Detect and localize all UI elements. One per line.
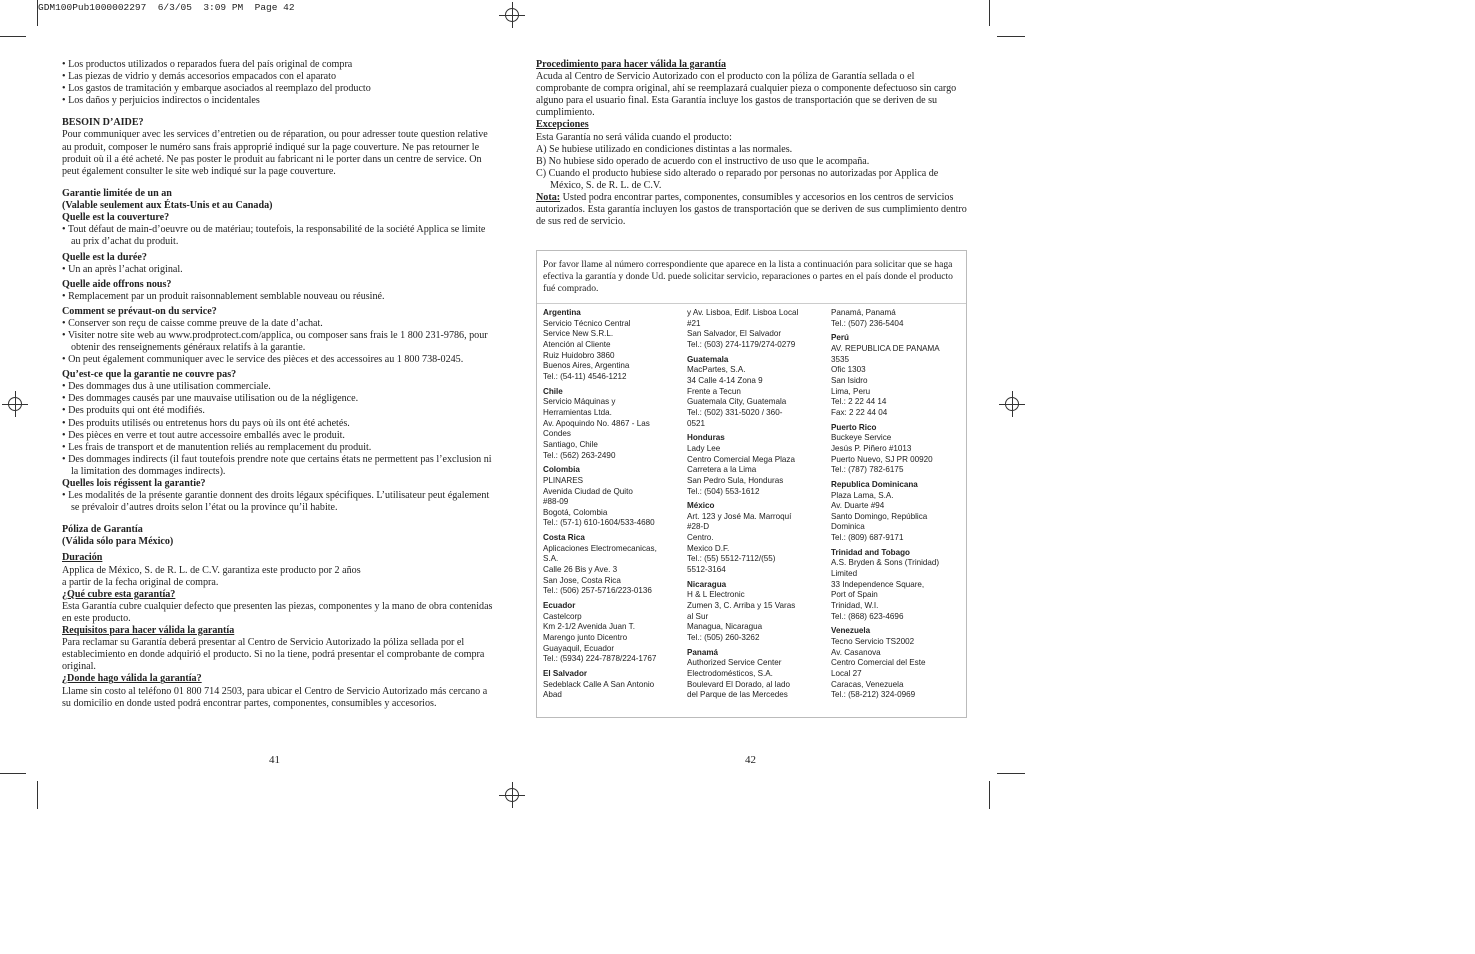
address-line: Tel.: (868) 623-4696 bbox=[831, 611, 904, 621]
crop-mark bbox=[989, 781, 990, 809]
address-line: Marengo junto Dicentro bbox=[543, 633, 628, 643]
divider bbox=[537, 303, 966, 304]
address-line: Tecno Servicio TS2002 bbox=[831, 637, 915, 647]
crop-mark bbox=[0, 773, 26, 774]
subsection-heading: ¿Donde hago válida la garantía? bbox=[62, 673, 202, 685]
address-line: PLINARES bbox=[543, 475, 584, 485]
address-line: Zumen 3, C. Arriba y 15 Varas bbox=[687, 601, 796, 611]
service-entry bbox=[687, 501, 827, 576]
address-line: Calle 26 Bis y Ave. 3 bbox=[543, 565, 618, 575]
address-line: Plaza Lama, S.A. bbox=[831, 490, 894, 500]
address-line: Atención al Cliente bbox=[543, 339, 611, 349]
nota-label: Nota: bbox=[536, 192, 561, 204]
address-line: Frente a Tecun bbox=[687, 386, 741, 396]
address-line: Avenida Ciudad de Quito bbox=[543, 486, 633, 496]
service-entry bbox=[543, 387, 683, 462]
registration-mark-icon bbox=[499, 2, 525, 28]
address-line: Jesús P. Piñero #1013 bbox=[831, 443, 912, 453]
address-line: Buenos Aires, Argentina bbox=[543, 361, 630, 371]
registration-mark-icon bbox=[2, 391, 28, 417]
address-line: Trinidad, W.I. bbox=[831, 601, 879, 611]
crop-mark bbox=[0, 36, 26, 37]
address-line: Bogotá, Colombia bbox=[543, 507, 608, 517]
list-item: • Los gastos de tramitación y embarque asociados al reemplazo del producto bbox=[62, 83, 494, 95]
service-centers-box bbox=[536, 250, 967, 718]
list-item: • Des pièces en verre et tout autre accessoire emballés avec le produit. bbox=[62, 430, 494, 442]
address-line: Lady Lee bbox=[687, 443, 721, 453]
question-heading: Quelle aide offrons nous? bbox=[62, 278, 172, 290]
subsection-heading: Procedimiento para hacer válida la garantía bbox=[536, 59, 726, 70]
paragraph: Acuda al Centro de Servicio Autorizado con el producto con la póliza de Garantía sellada o el comprobante de compra original, ahí se reemplazará cualquier pieza o componente defectuoso sin cargo alguno para el usuario final. Esta Garantía incluye los gastos de transportación que se deriven de su cumplimiento. bbox=[536, 71, 957, 119]
address-line: Centro Comercial Mega Plaza bbox=[687, 454, 795, 464]
service-entry bbox=[687, 648, 827, 701]
service-entry bbox=[543, 465, 683, 529]
list-item: A) Se hubiese utilizado en condiciones distintas a las normales. bbox=[536, 143, 793, 155]
service-entry bbox=[687, 355, 827, 430]
address-line: al Sur bbox=[687, 611, 709, 621]
address-line: Ruiz Huidobro 3860 bbox=[543, 350, 615, 360]
exclusion-list bbox=[62, 59, 494, 107]
subsection-heading: Duración bbox=[62, 552, 103, 564]
address-line: San Pedro Sula, Honduras bbox=[687, 475, 784, 485]
address-line: San Jose, Costa Rica bbox=[543, 575, 621, 585]
box-intro: Por favor llame al número correspondiente que aparece en la lista a continuación para solicitar que se haga efectiva la garantía y donde Ud. puede solicitar servicio, reparaciones o partes en el país donde el producto fué comprado. bbox=[543, 259, 953, 294]
paragraph: Applica de México, S. de R. L. de C.V. garantiza este producto por 2 años a partir de la fecha original de compra. bbox=[62, 564, 361, 588]
address-line: Electrodomésticos, S.A. bbox=[687, 669, 773, 678]
paragraph: Pour communiquer avec les services d’entretien ou de réparation, ou pour adresser toute question relative au produit, composer le numéro sans frais approprié indiqué sur la page couverture. Ne pas retourner le produit où il a été acheté. Ne pas poster le produit au fabricant ni le porter dans un centre de service. On peut également consulter le site web indiqué sur la page couverture. bbox=[62, 129, 488, 177]
printer-slug: GDM100Pub1000002297 6/3/05 3:09 PM Page 42 bbox=[38, 2, 295, 13]
service-entry bbox=[687, 580, 827, 644]
country-heading: México bbox=[687, 501, 715, 511]
service-entry bbox=[831, 626, 963, 701]
address-line: del Parque de las Mercedes bbox=[687, 690, 788, 700]
address-line: Tel.: (55) 5512-7112/(55) bbox=[687, 554, 776, 564]
list-item: B) No hubiese sido operado de acuerdo con el instructivo de uso que le acompaña. bbox=[536, 155, 870, 167]
service-column bbox=[831, 308, 963, 701]
left-page-column bbox=[62, 59, 494, 710]
address-line: Tel.: (504) 553-1612 bbox=[687, 486, 760, 496]
address-line: #21 bbox=[687, 318, 701, 328]
section-heading: Garantie limitée de un an bbox=[62, 187, 172, 199]
address-line: Tel.: (562) 263-2490 bbox=[543, 450, 616, 460]
nota-paragraph bbox=[536, 192, 968, 228]
address-line: Tel.: (506) 257-5716/223-0136 bbox=[543, 586, 652, 596]
service-entry bbox=[543, 601, 683, 665]
address-line: Santiago, Chile bbox=[543, 439, 598, 449]
address-line: Limited bbox=[831, 569, 858, 579]
address-line: Condes bbox=[543, 429, 571, 439]
address-line: Tel.: (54-11) 4546-1212 bbox=[543, 371, 627, 381]
address-line: Servicio Máquinas y bbox=[543, 397, 616, 407]
section-heading: BESOIN D’AIDE? bbox=[62, 117, 144, 129]
list-item: • On peut également communiquer avec le service des pièces et des accessoires au 1 800 738-0245. bbox=[62, 354, 494, 366]
right-page-column bbox=[536, 59, 968, 228]
service-entry bbox=[543, 533, 683, 597]
question-heading: Comment se prévaut-on du service? bbox=[62, 305, 217, 317]
country-heading: Honduras bbox=[687, 433, 725, 443]
address-line: Port of Spain bbox=[831, 590, 878, 600]
address-line: AV. REPUBLICA DE PANAMA bbox=[831, 343, 940, 353]
list-item: • Les modalités de la présente garantie donnent des droits légaux spécifiques. L’utilisateur peut également se prévaloir d’autres droits selon l’état ou la province qu’il habite. bbox=[62, 490, 494, 514]
address-line: Authorized Service Center bbox=[687, 658, 782, 668]
paragraph: Esta Garantía no será válida cuando el producto: bbox=[536, 131, 732, 143]
address-line: Tel.: (787) 782-6175 bbox=[831, 465, 904, 475]
address-line: Mexico D.F. bbox=[687, 543, 730, 553]
address-line: Tel.: (57-1) 610-1604/533-4680 bbox=[543, 518, 655, 528]
address-line: Service New S.R.L. bbox=[543, 329, 614, 339]
service-column bbox=[543, 308, 683, 701]
country-heading: Colombia bbox=[543, 465, 580, 475]
country-heading: El Salvador bbox=[543, 669, 588, 678]
address-line: Puerto Nuevo, SJ PR 00920 bbox=[831, 454, 933, 464]
section-heading: (Válida sólo para México) bbox=[62, 536, 174, 548]
list-item: • Un an après l’achat original. bbox=[62, 264, 494, 276]
address-line: Art. 123 y José Ma. Marroquí bbox=[687, 511, 792, 521]
country-heading: Puerto Rico bbox=[831, 422, 877, 432]
address-line: Tel.: (502) 331-5020 / 360- bbox=[687, 407, 783, 417]
crop-mark bbox=[37, 0, 38, 26]
question-heading: Qu’est-ce que la garantie ne couvre pas? bbox=[62, 369, 237, 381]
address-line: San Isidro bbox=[831, 375, 868, 385]
nota-text: Usted podra encontrar partes, componentes, consumibles y accesorios en los centros de servicios autorizados. Esta garantía incluyen los gastos de transportación que se deriven de sus cumplimiento dentro de sus red de servicio. bbox=[536, 192, 967, 228]
list-item: • Visiter notre site web au www.prodprotect.com/applica, ou composer sans frais le 1 800 231-9786, pour obtenir des renseignements généraux relatifs à la garantie. bbox=[62, 330, 494, 354]
list-item: • Conserver son reçu de caisse comme preuve de la date d’achat. bbox=[62, 318, 494, 330]
section-heading: Póliza de Garantía bbox=[62, 524, 143, 536]
address-line: Av. Duarte #94 bbox=[831, 501, 885, 511]
address-line: 33 Independence Square, bbox=[831, 579, 925, 589]
crop-mark bbox=[997, 773, 1025, 774]
address-line: Dominica bbox=[831, 522, 865, 532]
address-line: Local 27 bbox=[831, 669, 862, 678]
address-line: Managua, Nicaragua bbox=[687, 622, 763, 632]
service-entry bbox=[831, 480, 963, 544]
subsection-heading: ¿Qué cubre esta garantía? bbox=[62, 588, 176, 600]
address-line: Guatemala City, Guatemala bbox=[687, 397, 787, 407]
address-line: S.A. bbox=[543, 554, 559, 564]
country-heading: Argentina bbox=[543, 308, 581, 317]
address-line: 34 Calle 4-14 Zona 9 bbox=[687, 375, 763, 385]
paragraph: Llame sin costo al teléfono 01 800 714 2503, para ubicar el Centro de Servicio Autorizado más cercano a su domicilio en donde usted podrá encontrar partes, componentes, consumibles y accesorios. bbox=[62, 685, 488, 709]
country-heading: Ecuador bbox=[543, 601, 576, 611]
question-heading: Quelle est la durée? bbox=[62, 252, 147, 264]
list-item: • Los daños y perjuicios indirectos o incidentales bbox=[62, 95, 494, 107]
service-entry bbox=[687, 433, 827, 497]
service-column bbox=[687, 308, 827, 701]
address-line: Servicio Técnico Central bbox=[543, 318, 631, 328]
country-heading: Chile bbox=[543, 386, 563, 396]
address-line: Caracas, Venezuela bbox=[831, 679, 904, 689]
country-heading: Trinidad and Tobago bbox=[831, 547, 910, 557]
address-line: Abad bbox=[543, 690, 562, 700]
paragraph: Esta Garantía cubre cualquier defecto que presenten las piezas, componentes y la mano de obra contenidas en este producto. bbox=[62, 600, 493, 624]
service-entry bbox=[543, 308, 683, 383]
address-line: San Salvador, El Salvador bbox=[687, 329, 782, 339]
list-item: • Les frais de transport et de manutention reliés au remplacement du produit. bbox=[62, 442, 494, 454]
service-entry bbox=[543, 669, 683, 701]
address-line: MacPartes, S.A. bbox=[687, 365, 746, 375]
list-item: • Tout défaut de main-d’oeuvre ou de matériau; toutefois, la responsabilité de la société Applica se limite au prix d’achat du produit. bbox=[62, 224, 494, 248]
crop-mark bbox=[997, 36, 1025, 37]
address-line: Lima, Peru bbox=[831, 386, 871, 396]
address-line: A.S. Bryden & Sons (Trinidad) bbox=[831, 558, 940, 568]
service-entry bbox=[831, 423, 963, 476]
address-line: 5512-3164 bbox=[687, 565, 726, 575]
address-line: Carretera a la Lima bbox=[687, 465, 757, 475]
country-heading: Guatemala bbox=[687, 354, 729, 364]
address-line: Tel.: (505) 260-3262 bbox=[687, 633, 760, 643]
subsection-heading: Excepciones bbox=[536, 119, 589, 131]
list-item: • Des dommages causés par une mauvaise utilisation ou de la négligence. bbox=[62, 393, 494, 405]
address-line: 0521 bbox=[687, 418, 706, 428]
subsection-heading: Requisitos para hacer válida la garantía bbox=[62, 625, 235, 637]
address-line: Tel.: (5934) 224-7878/224-1767 bbox=[543, 654, 657, 664]
address-line: Tel.: (507) 236-5404 bbox=[831, 318, 904, 328]
address-line: Castelcorp bbox=[543, 611, 582, 621]
service-entry bbox=[831, 333, 963, 418]
address-line: Guayaquil, Ecuador bbox=[543, 643, 615, 653]
page-number: 41 bbox=[269, 754, 280, 766]
country-heading: Panamá bbox=[687, 647, 719, 657]
crop-mark bbox=[37, 781, 38, 809]
address-line: Km 2-1/2 Avenida Juan T. bbox=[543, 622, 635, 632]
country-heading: Venezuela bbox=[831, 626, 871, 636]
address-line: Tel.: (503) 274-1179/274-0279 bbox=[687, 339, 796, 349]
address-line: Av. Apoquindo No. 4867 - Las bbox=[543, 418, 650, 428]
address-line: Tel.: (809) 687-9171 bbox=[831, 533, 904, 543]
list-item: • Los productos utilizados o reparados fuera del país original de compra bbox=[62, 59, 494, 71]
page-number: 42 bbox=[745, 754, 756, 766]
country-heading: Perú bbox=[831, 333, 849, 343]
question-heading: Quelles lois régissent la garantie? bbox=[62, 478, 206, 489]
address-line: Tel.: (58-212) 324-0969 bbox=[831, 690, 916, 700]
service-entry bbox=[831, 548, 963, 623]
address-line: H & L Electronic bbox=[687, 590, 745, 600]
address-line: Av. Casanova bbox=[831, 647, 881, 657]
service-entry bbox=[687, 308, 827, 351]
address-line: Ofic 1303 bbox=[831, 365, 866, 375]
paragraph: Para reclamar su Garantía deberá presentar al Centro de Servicio Autorizado la póliza sellada por el establecimiento en donde adquirió el producto. Si no la tiene, podrá presentar el comprobante de compra original. bbox=[62, 637, 485, 673]
country-heading: Nicaragua bbox=[687, 579, 727, 589]
address-line: Centro Comercial del Este bbox=[831, 658, 926, 668]
list-item: • Las piezas de vidrio y demás accesorios empacados con el aparato bbox=[62, 71, 494, 83]
section-heading: (Valable seulement aux États-Unis et au Canada) bbox=[62, 199, 273, 211]
list-item: • Des dommages dus à une utilisation commerciale. bbox=[62, 381, 494, 393]
address-line: Tel.: 2 22 44 14 bbox=[831, 397, 887, 407]
address-line: Santo Domingo, República bbox=[831, 511, 928, 521]
list-item: • Des produits utilisés ou entretenus hors du pays où ils ont été achetés. bbox=[62, 418, 494, 430]
country-heading: Republica Dominicana bbox=[831, 479, 918, 489]
address-line: Boulevard El Dorado, al lado bbox=[687, 679, 791, 689]
address-line: Panamá, Panamá bbox=[831, 308, 896, 317]
address-line: Buckeye Service bbox=[831, 433, 892, 443]
address-line: 3535 bbox=[831, 354, 850, 364]
address-line: #28-D bbox=[687, 522, 710, 532]
address-line: #88-09 bbox=[543, 497, 569, 507]
registration-mark-icon bbox=[499, 782, 525, 808]
list-item: C) Cuando el producto hubiese sido alterado o reparado por personas no autorizadas por Applica de México, S. de R. L. de C.V. bbox=[536, 167, 939, 191]
address-line: y Av. Lisboa, Edif. Lisboa Local bbox=[687, 308, 799, 317]
registration-mark-icon bbox=[999, 391, 1025, 417]
service-entry bbox=[831, 308, 963, 329]
list-item: • Des produits qui ont été modifiés. bbox=[62, 405, 494, 417]
address-line: Centro. bbox=[687, 533, 714, 543]
address-line: Sedeblack Calle A San Antonio bbox=[543, 679, 655, 689]
address-line: Aplicaciones Electromecanicas, bbox=[543, 543, 657, 553]
crop-mark bbox=[989, 0, 990, 26]
country-heading: Costa Rica bbox=[543, 533, 585, 543]
question-heading: Quelle est la couverture? bbox=[62, 212, 170, 224]
address-line: Herramientas Ltda. bbox=[543, 407, 612, 417]
list-item: • Des dommages indirects (il faut toutefois prendre note que certains états ne permettent pas l’exclusion ni la limitation des dommages indirects). bbox=[62, 454, 494, 478]
list-item: • Remplacement par un produit raisonnablement semblable nouveau ou réusiné. bbox=[62, 291, 494, 303]
address-line: Fax: 2 22 44 04 bbox=[831, 407, 888, 417]
